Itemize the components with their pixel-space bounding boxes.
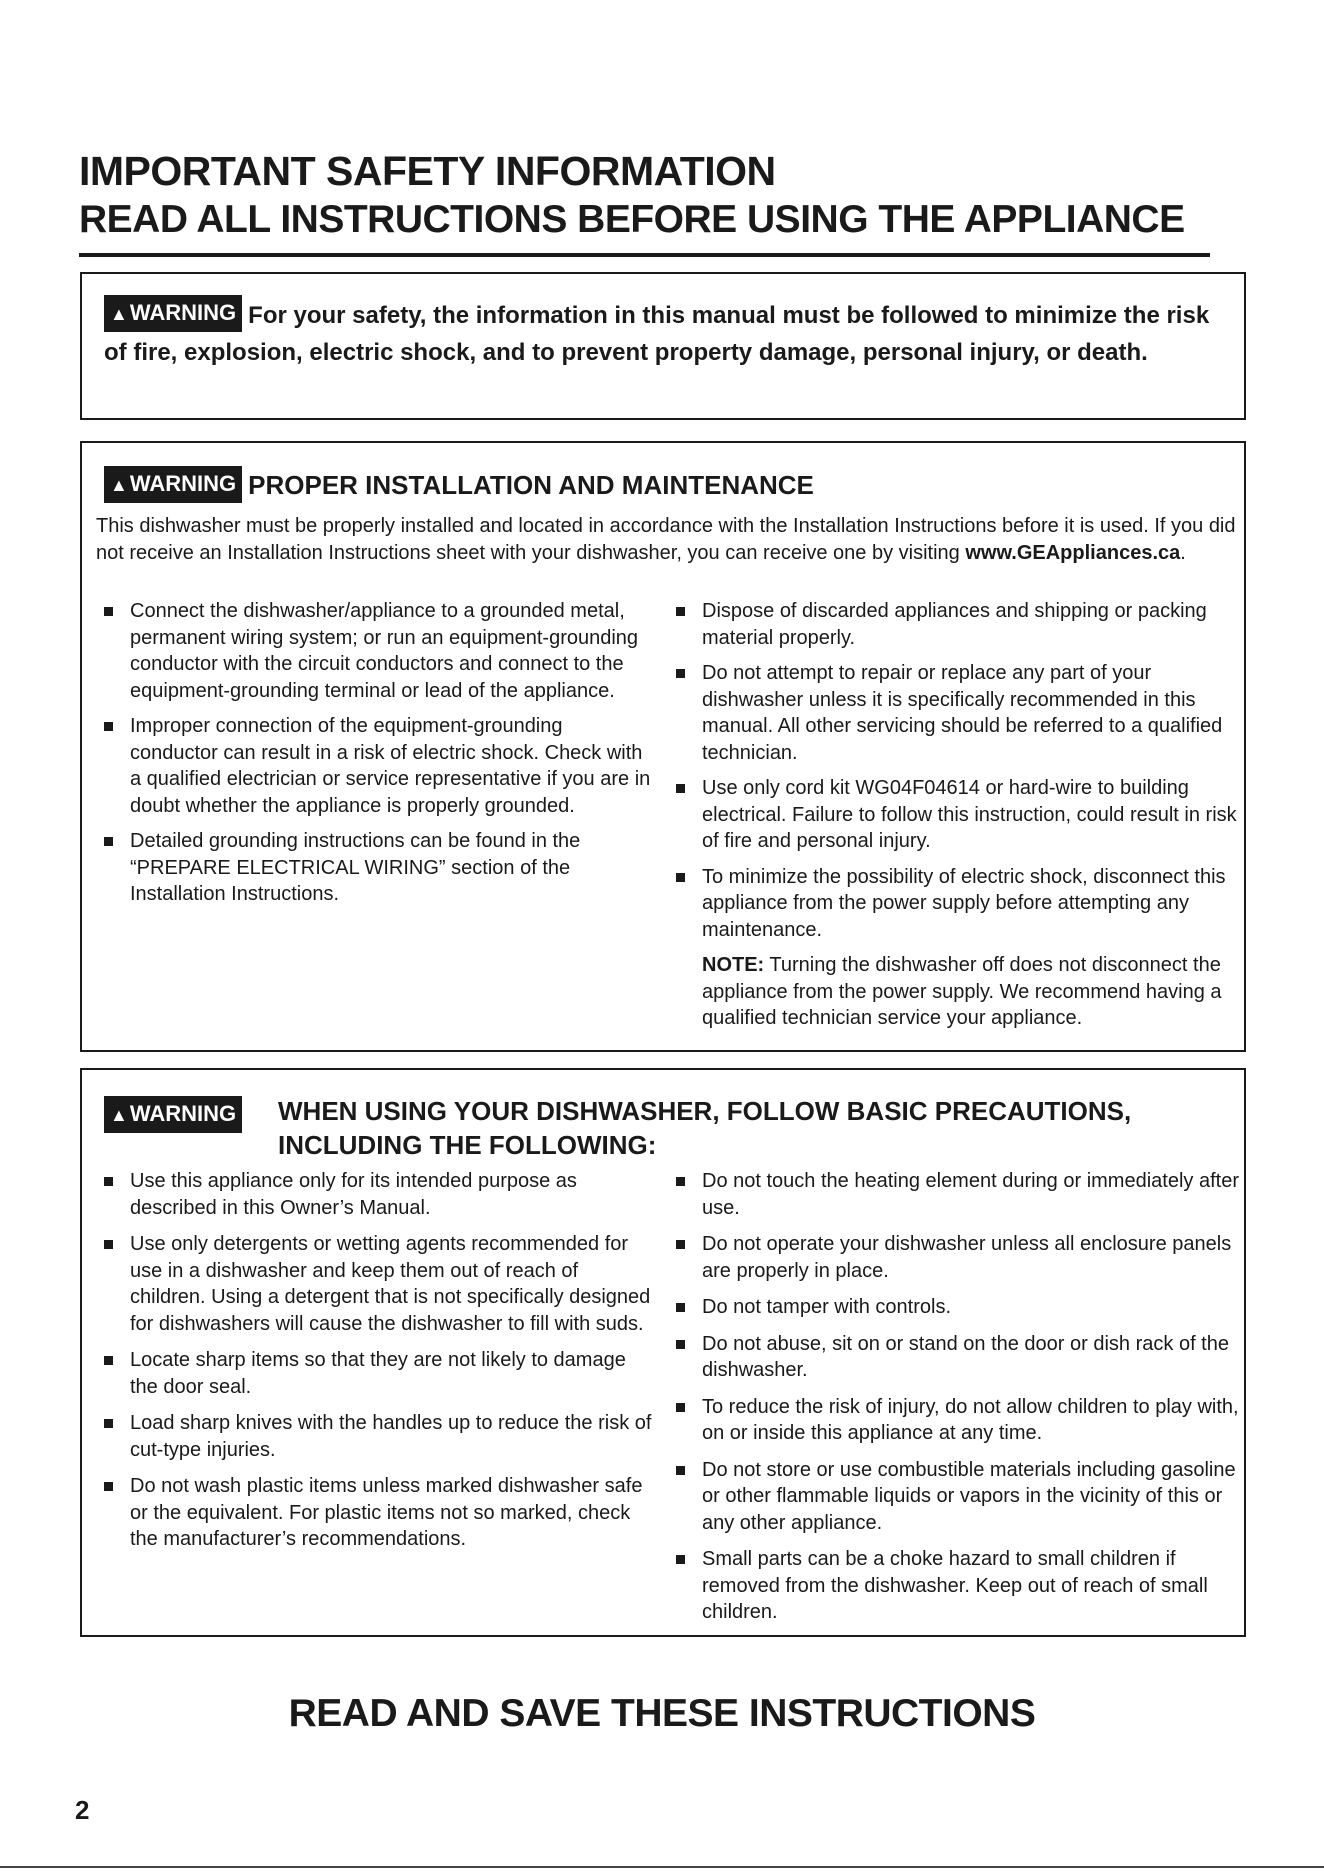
warning-badge-label: WARNING xyxy=(129,470,237,496)
list-item: Locate sharp items so that they are not likely to damage the door seal. xyxy=(82,1347,652,1400)
list-item: Small parts can be a choke hazard to small children if removed from the dishwasher. Keep out of reach of small children. xyxy=(654,1546,1246,1626)
list-item: Do not attempt to repair or replace any part of your dishwasher unless it is specifically recommended in this manual. All other servicing should be referred to a qualified technician. xyxy=(654,660,1246,766)
precautions-heading: WHEN USING YOUR DISHWASHER, FOLLOW BASIC PRECAUTIONS, INCLUDING THE FOLLOWING: xyxy=(278,1096,1132,1160)
safety-intro-text: For your safety, the information in this manual must be followed to minimize the risk of fire, explosion, electric shock, and to prevent property damage, personal injury, or death. xyxy=(104,302,1210,367)
list-item: Load sharp knives with the handles up to reduce the risk of cut-type injuries. xyxy=(82,1410,652,1463)
list-item: Use this appliance only for its intended purpose as described in this Owner’s Manual. xyxy=(82,1168,652,1221)
safety-intro-box xyxy=(80,272,1246,420)
page-number: 2 xyxy=(75,1795,90,1825)
list-item: Do not store or use combustible materials including gasoline or other flammable liquids or vapors in the vicinity of this or any other appliance. xyxy=(654,1457,1246,1537)
list-item: Do not wash plastic items unless marked dishwasher safe or the equivalent. For plastic items not so marked, check the manufacturer’s recommendations. xyxy=(82,1473,652,1553)
page-subtitle: READ ALL INSTRUCTIONS BEFORE USING THE APPLIANCE xyxy=(79,198,1185,241)
list-item: Detailed grounding instructions can be found in the “PREPARE ELECTRICAL WIRING” section of the Installation Instructions. xyxy=(82,828,652,908)
note-label: NOTE: xyxy=(702,954,765,976)
list-item: Do not operate your dishwasher unless all enclosure panels are properly in place. xyxy=(654,1231,1246,1284)
list-item: Improper connection of the equipment-grounding conductor can result in a risk of electric shock. Check with a qualified electrician or service representative if you are in doubt whether the appliance is properly grounded. xyxy=(82,713,652,819)
note-text: Turning the dishwasher off does not disconnect the appliance from the power supply. We recommend having a qualified technician service your appliance. xyxy=(702,954,1222,1029)
warning-triangle-icon: ▲ xyxy=(110,474,128,495)
footer-title: READ AND SAVE THESE INSTRUCTIONS xyxy=(288,1692,1036,1735)
precautions-heading-row xyxy=(104,1094,1234,1162)
list-item: Use only cord kit WG04F04614 or hard-wire to building electrical. Failure to follow this instruction, could result in risk of fire and personal injury. xyxy=(654,775,1246,855)
page-title: IMPORTANT SAFETY INFORMATION xyxy=(79,148,776,194)
installation-intro xyxy=(96,513,1236,566)
installation-intro-text: This dishwasher must be properly installed and located in accordance with the Installation Instructions before it is used. If you did not receive an Installation Instructions sheet with your dishwasher, you can receive one by visiting xyxy=(96,515,1236,564)
warning-badge xyxy=(104,295,242,332)
list-item: To reduce the risk of injury, do not allow children to play with, on or inside this appliance at any time. xyxy=(654,1394,1246,1447)
installation-section xyxy=(80,441,1246,1052)
warning-badge-label: WARNING xyxy=(129,300,237,326)
installation-left-column xyxy=(82,598,652,908)
warning-badge-label: WARNING xyxy=(129,1101,237,1126)
bottom-divider xyxy=(0,1866,1324,1868)
list-item: Use only detergents or wetting agents recommended for use in a dishwasher and keep them out of reach of children. Using a detergent that is not specifically designed for dishwashers will cause the dishwasher to fill with suds. xyxy=(82,1231,652,1337)
website-link[interactable]: www.GEAppliances.ca xyxy=(965,541,1181,564)
precautions-section xyxy=(80,1068,1246,1637)
title-divider xyxy=(79,253,1210,257)
list-item: Connect the dishwasher/appliance to a grounded metal, permanent wiring system; or run an equipment-grounding conductor with the circuit conductors and connect to the equipment-grounding terminal or lead of the appliance. xyxy=(82,598,652,704)
precautions-right-column xyxy=(654,1168,1246,1626)
safety-intro xyxy=(104,298,1224,371)
list-item: Do not tamper with controls. xyxy=(654,1294,1246,1321)
installation-note xyxy=(654,952,1246,1032)
installation-intro-end: . xyxy=(1180,541,1186,564)
warning-triangle-icon: ▲ xyxy=(110,1105,128,1125)
list-item: Do not abuse, sit on or stand on the door or dish rack of the dishwasher. xyxy=(654,1331,1246,1384)
warning-badge xyxy=(104,1096,242,1133)
warning-badge xyxy=(104,466,242,503)
list-item: Dispose of discarded appliances and shipping or packing material properly. xyxy=(654,598,1246,651)
list-item: Do not touch the heating element during or immediately after use. xyxy=(654,1168,1246,1221)
installation-heading: PROPER INSTALLATION AND MAINTENANCE xyxy=(248,470,814,500)
installation-heading-row xyxy=(104,467,1224,506)
installation-right-column xyxy=(654,598,1246,1032)
warning-triangle-icon: ▲ xyxy=(110,304,128,325)
list-item: To minimize the possibility of electric shock, disconnect this appliance from the power supply before attempting any maintenance. xyxy=(654,864,1246,944)
precautions-left-column xyxy=(82,1168,652,1553)
